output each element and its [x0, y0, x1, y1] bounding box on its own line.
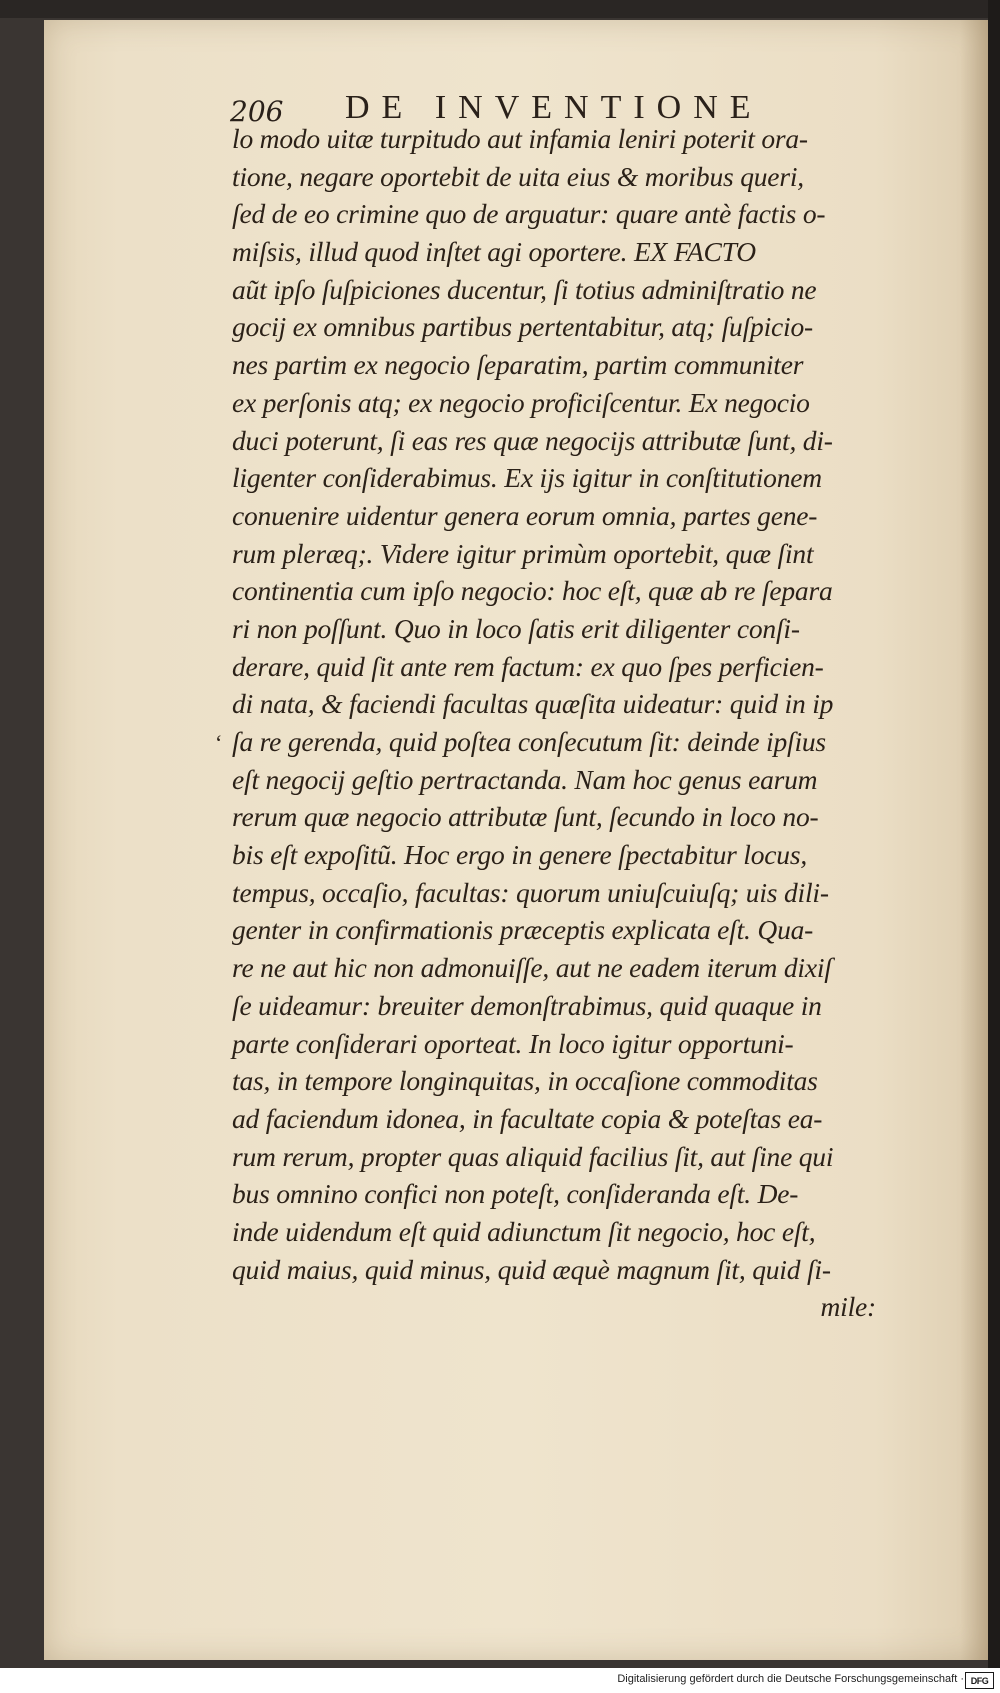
margin-mark: ‘ [215, 730, 223, 755]
text-line: inde uidendum eſt quid adiunctum ſit negocio, hoc eſt, [232, 1215, 816, 1247]
scan-edge-right [988, 0, 1000, 1668]
text-line: genter in confirmationis præceptis explicata eſt. Qua- [232, 914, 814, 946]
text-line: ligenter conſiderabimus. Ex ijs igitur in conſtitutionem [232, 462, 822, 494]
text-line: tas, in tempore longinquitas, in occaſione commoditas [232, 1065, 818, 1097]
text-line: bus omnino confici non poteſt, conſideranda eſt. De- [232, 1178, 799, 1210]
text-line: parte conſiderari oporteat. In loco igitur opportuni- [232, 1027, 794, 1059]
page-number: 206 [230, 95, 284, 128]
footer-credit: Digitalisierung gefördert durch die Deutsche Forschungsgemeinschaft · [617, 1673, 964, 1685]
text-line: nes partim ex negocio ſeparatim, partim communiter [232, 349, 804, 381]
footer-bar [0, 1668, 1000, 1693]
text-line: quid maius, quid minus, quid æquè magnum ſit, quid ſi- [232, 1253, 831, 1285]
text-line: re ne aut hic non admonuiſſe, aut ne eadem iterum dixiſ [232, 952, 832, 984]
text-line: ad faciendum idonea, in facultate copia & poteſtas ea- [232, 1102, 823, 1134]
text-line: continentia cum ipſo negocio: hoc eſt, quæ ab re ſepara [232, 575, 833, 607]
text-line: rum rerum, propter quas aliquid facilius ſit, aut ſine qui [232, 1140, 834, 1172]
text-line: derare, quid ſit ante rem factum: ex quo ſpes perficien- [232, 650, 824, 682]
text-block [232, 120, 892, 1326]
text-line: conuenire uidentur genera eorum omnia, partes gene- [232, 499, 818, 531]
text-line: ſed de eo crimine quo de arguatur: quare antè factis o- [232, 198, 826, 230]
text-line: duci poterunt, ſi eas res quæ negocijs attributæ ſunt, di- [232, 424, 833, 456]
book-title: DE INVENTIONE [345, 89, 763, 126]
text-line: lo modo uitæ turpitudo aut infamia leniri poterit ora- [232, 123, 808, 154]
catchword: mile: [820, 1291, 876, 1323]
text-line: tione, negare oportebit de uita eius & moribus queri, [232, 160, 804, 192]
text-line: ex perſonis atq; ex negocio proficiſcentur. Ex negocio [232, 386, 810, 418]
text-line: miſsis, illud quod inſtet agi oportere. EX FACTO [232, 236, 756, 268]
dfg-logo-icon: DFG [965, 1672, 994, 1689]
text-line: bis eſt expoſitũ. Hoc ergo in genere ſpectabitur locus, [232, 839, 808, 871]
text-line: rerum quæ negocio attributæ ſunt, ſecundo in loco no- [232, 801, 819, 833]
text-line: rum pleræq;. Videre igitur primùm oportebit, quæ ſint [232, 537, 814, 569]
text-line: tempus, occaſio, facultas: quorum uniuſcuiuſq; uis dili- [232, 876, 829, 908]
text-line: di nata, & faciendi facultas quæſita uideatur: quid in ip [232, 688, 834, 720]
text-line: ſe uideamur: breuiter demonſtrabimus, quid quaque in [232, 989, 822, 1021]
text-line: ſa re gerenda, quid poſtea conſecutum ſit: deinde ipſius [232, 726, 826, 757]
text-line: gocij ex omnibus partibus pertentabitur, atq; ſuſpicio- [232, 311, 813, 343]
scan-edge-top [0, 0, 1000, 18]
text-line: eſt negocij geſtio pertractanda. Nam hoc genus earum [232, 763, 818, 795]
text-line: ri non poſſunt. Quo in loco ſatis erit diligenter conſi- [232, 612, 800, 644]
text-line: aũt ipſo ſuſpiciones ducentur, ſi totius adminiſtratio ne [232, 273, 817, 305]
